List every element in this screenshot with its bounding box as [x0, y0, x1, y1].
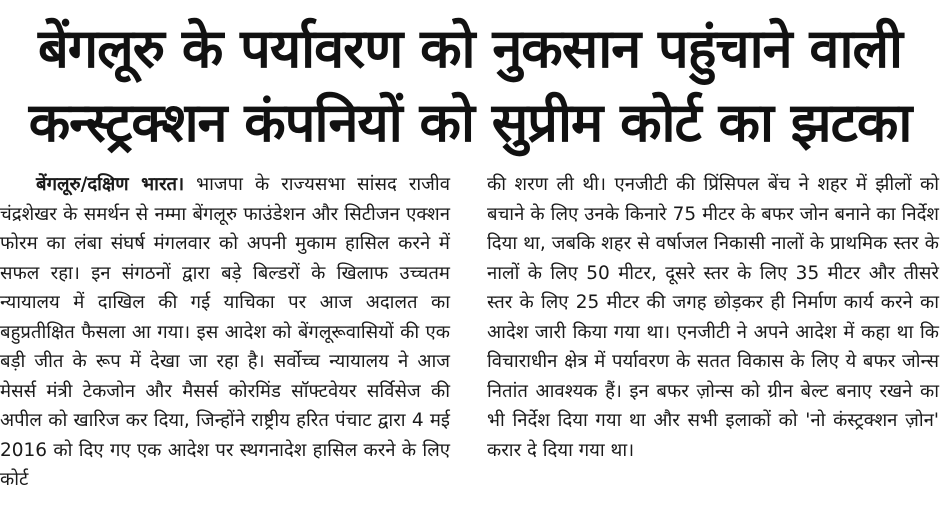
left-body-text: भाजपा के राज्यसभा सांसद राजीव चंद्रशेखर के समर्थन से नम्मा बेंगलूरु फाउंडेशन और सिटीजन एक्शन फोरम का लंबा संघर्ष मंगलवार को अपनी मुकाम हासिल करने में सफल रहा। इन संगठनों द्वारा बड़े बिल्डरों के खिलाफ उच्चतम न्यायालय में दाखिल की गई याचिका पर आज अदालत का बहुप्रतीक्षित फैसला आ गया। इस आदेश को बेंगलूरूवासियों की एक बड़ी जीत के रूप में देखा जा रहा है। सर्वोच्च न्यायालय ने आज मेसर्स मंत्री टेकजोन और मैसर्स कोरमिंड सॉफ्टवेयर सर्विसेज की अपील को खारिज कर दिया, जिन्होंने राष्ट्रीय हरित पंचाट द्वारा 4 मई 2016 को दिए गए एक आदेश पर स्थगनादेश हासिल करने के लिए कोर्ट: [0, 174, 450, 490]
right-body-text: की शरण ली थी। एनजीटी की प्रिंसिपल बेंच ने शहर में झीलों को बचाने के लिए उनके किनारे 75 मीटर के बफर जोन बनाने का निर्देश दिया था, जबकि शहर से वर्षाजल निकासी नालों के प्राथमिक स्तर के नालों के लिए 50 मीटर, दूसरे स्तर के लिए 35 मीटर और तीसरे स्तर के लिए 25 मीटर की जगह छोड़कर ही निर्माण कार्य करने का आदेश जारी किया गया था। एनजीटी ने अपने आदेश में कहा था कि विचाराधीन क्षेत्र में पर्यावरण के सतत विकास के लिए ये बफर जोन्स नितांत आवश्यक हैं। इन बफर ज़ोन्स को ग्रीन बेल्ट बनाए रखने का भी निर्देश दिया गया था और सभी इलाकों को 'नो कंस्ट्रक्शन ज़ोन' करार दे दिया गया था।: [487, 174, 939, 461]
headline-line-1: बेंगलूरु के पर्यावरण को नुकसान पहुंचाने वाली: [37, 17, 903, 80]
dateline: बेंगलूरु/दक्षिण भारत।: [36, 174, 185, 195]
article-column-left: [0, 170, 450, 495]
article-column-right: [487, 170, 939, 465]
article-headline: [0, 12, 940, 160]
headline-line-2: कन्स्ट्रक्शन कंपनियों को सुप्रीम कोर्ट का झटका: [28, 91, 912, 154]
article-paragraph-left: [0, 170, 450, 495]
